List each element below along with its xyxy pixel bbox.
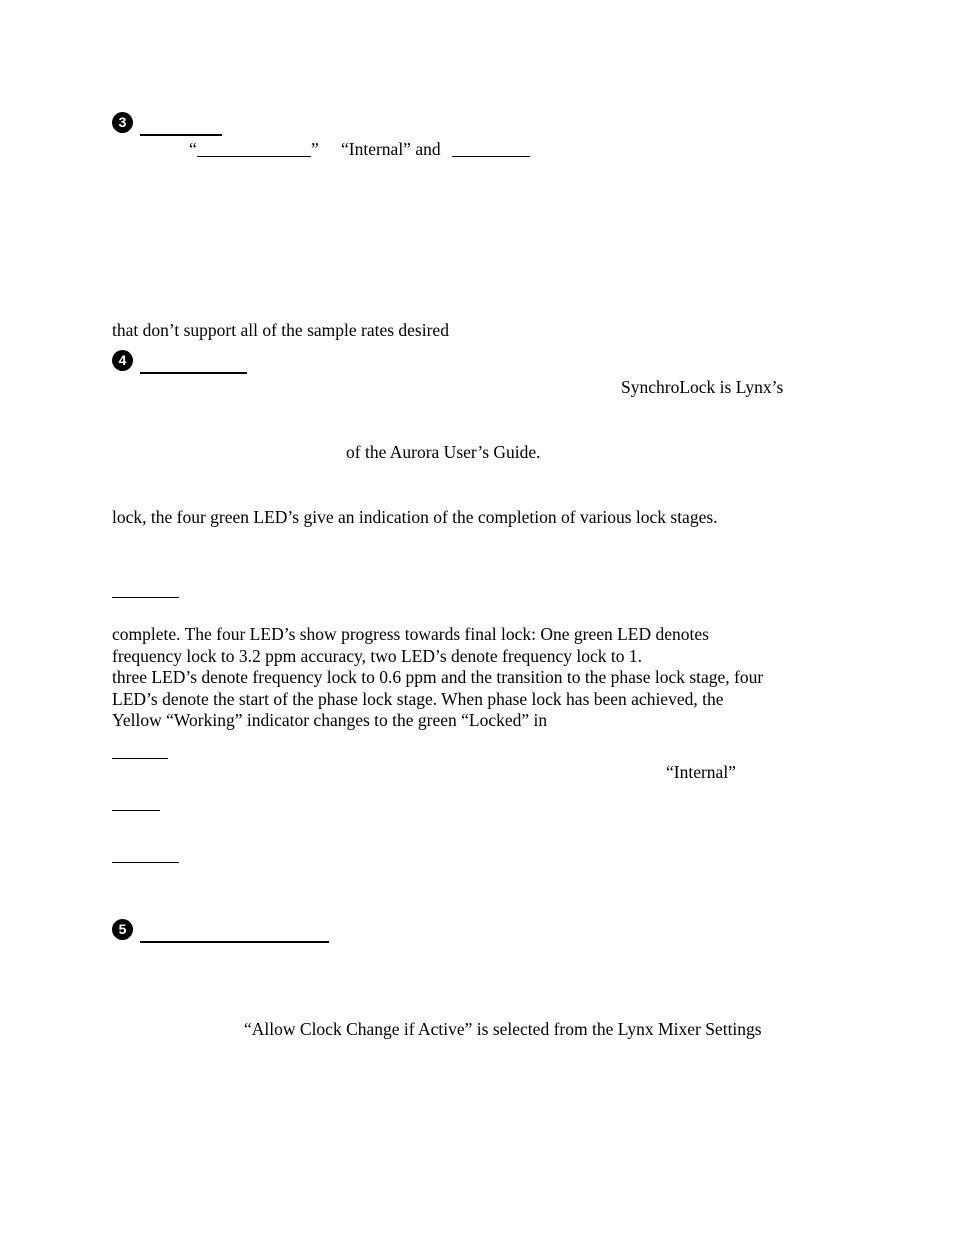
paragraph-line: frequency lock to 3.2 ppm accuracy, two LED’s denote frequency lock to 1. [112,645,642,666]
close-quote: ” [311,139,319,159]
paragraph-line: three LED’s denote frequency lock to 0.6 ppm and the transition to the phase lock stage, four [112,667,764,687]
section-3-number-badge: 3 [112,112,133,133]
internal-and-blank-rule [452,156,530,157]
internal-quote-text: “Internal” [666,762,736,782]
open-quote: “ [189,139,197,159]
paragraph-line: LED’s denote the start of the phase lock stage. When phase lock has been achieved, the [112,688,724,709]
subheading-rule-2 [112,758,168,759]
section-5-heading-rule [140,941,329,943]
paragraph-line: complete. The four LED’s show progress towards final lock: One green LED denotes [112,624,709,644]
subheading-rule-3 [112,810,160,811]
subheading-rule-1 [112,597,179,598]
synchrolock-text: SynchroLock is Lynx’s [621,377,784,397]
section-3-heading-rule [140,134,222,136]
section-5-number-badge: 5 [112,919,133,940]
section-4-number-badge: 4 [112,350,133,371]
section-4-heading-rule [140,372,247,374]
lock-progress-paragraph [112,624,832,732]
paragraph-line: Yellow “Working” indicator changes to the green “Locked” in [112,710,548,730]
aurora-guide-text: of the Aurora User’s Guide. [346,442,541,462]
allow-clock-change-text: “Allow Clock Change if Active” is selected from the Lynx Mixer Settings [244,1019,762,1039]
quoted-blank-rule [197,156,311,157]
subheading-rule-4 [112,862,179,863]
internal-and-text: “Internal” and [341,139,441,159]
lock-leds-text: lock, the four green LED’s give an indication of the completion of various lock stages. [112,507,718,527]
sample-rates-text: that don’t support all of the sample rates desired [112,320,449,340]
